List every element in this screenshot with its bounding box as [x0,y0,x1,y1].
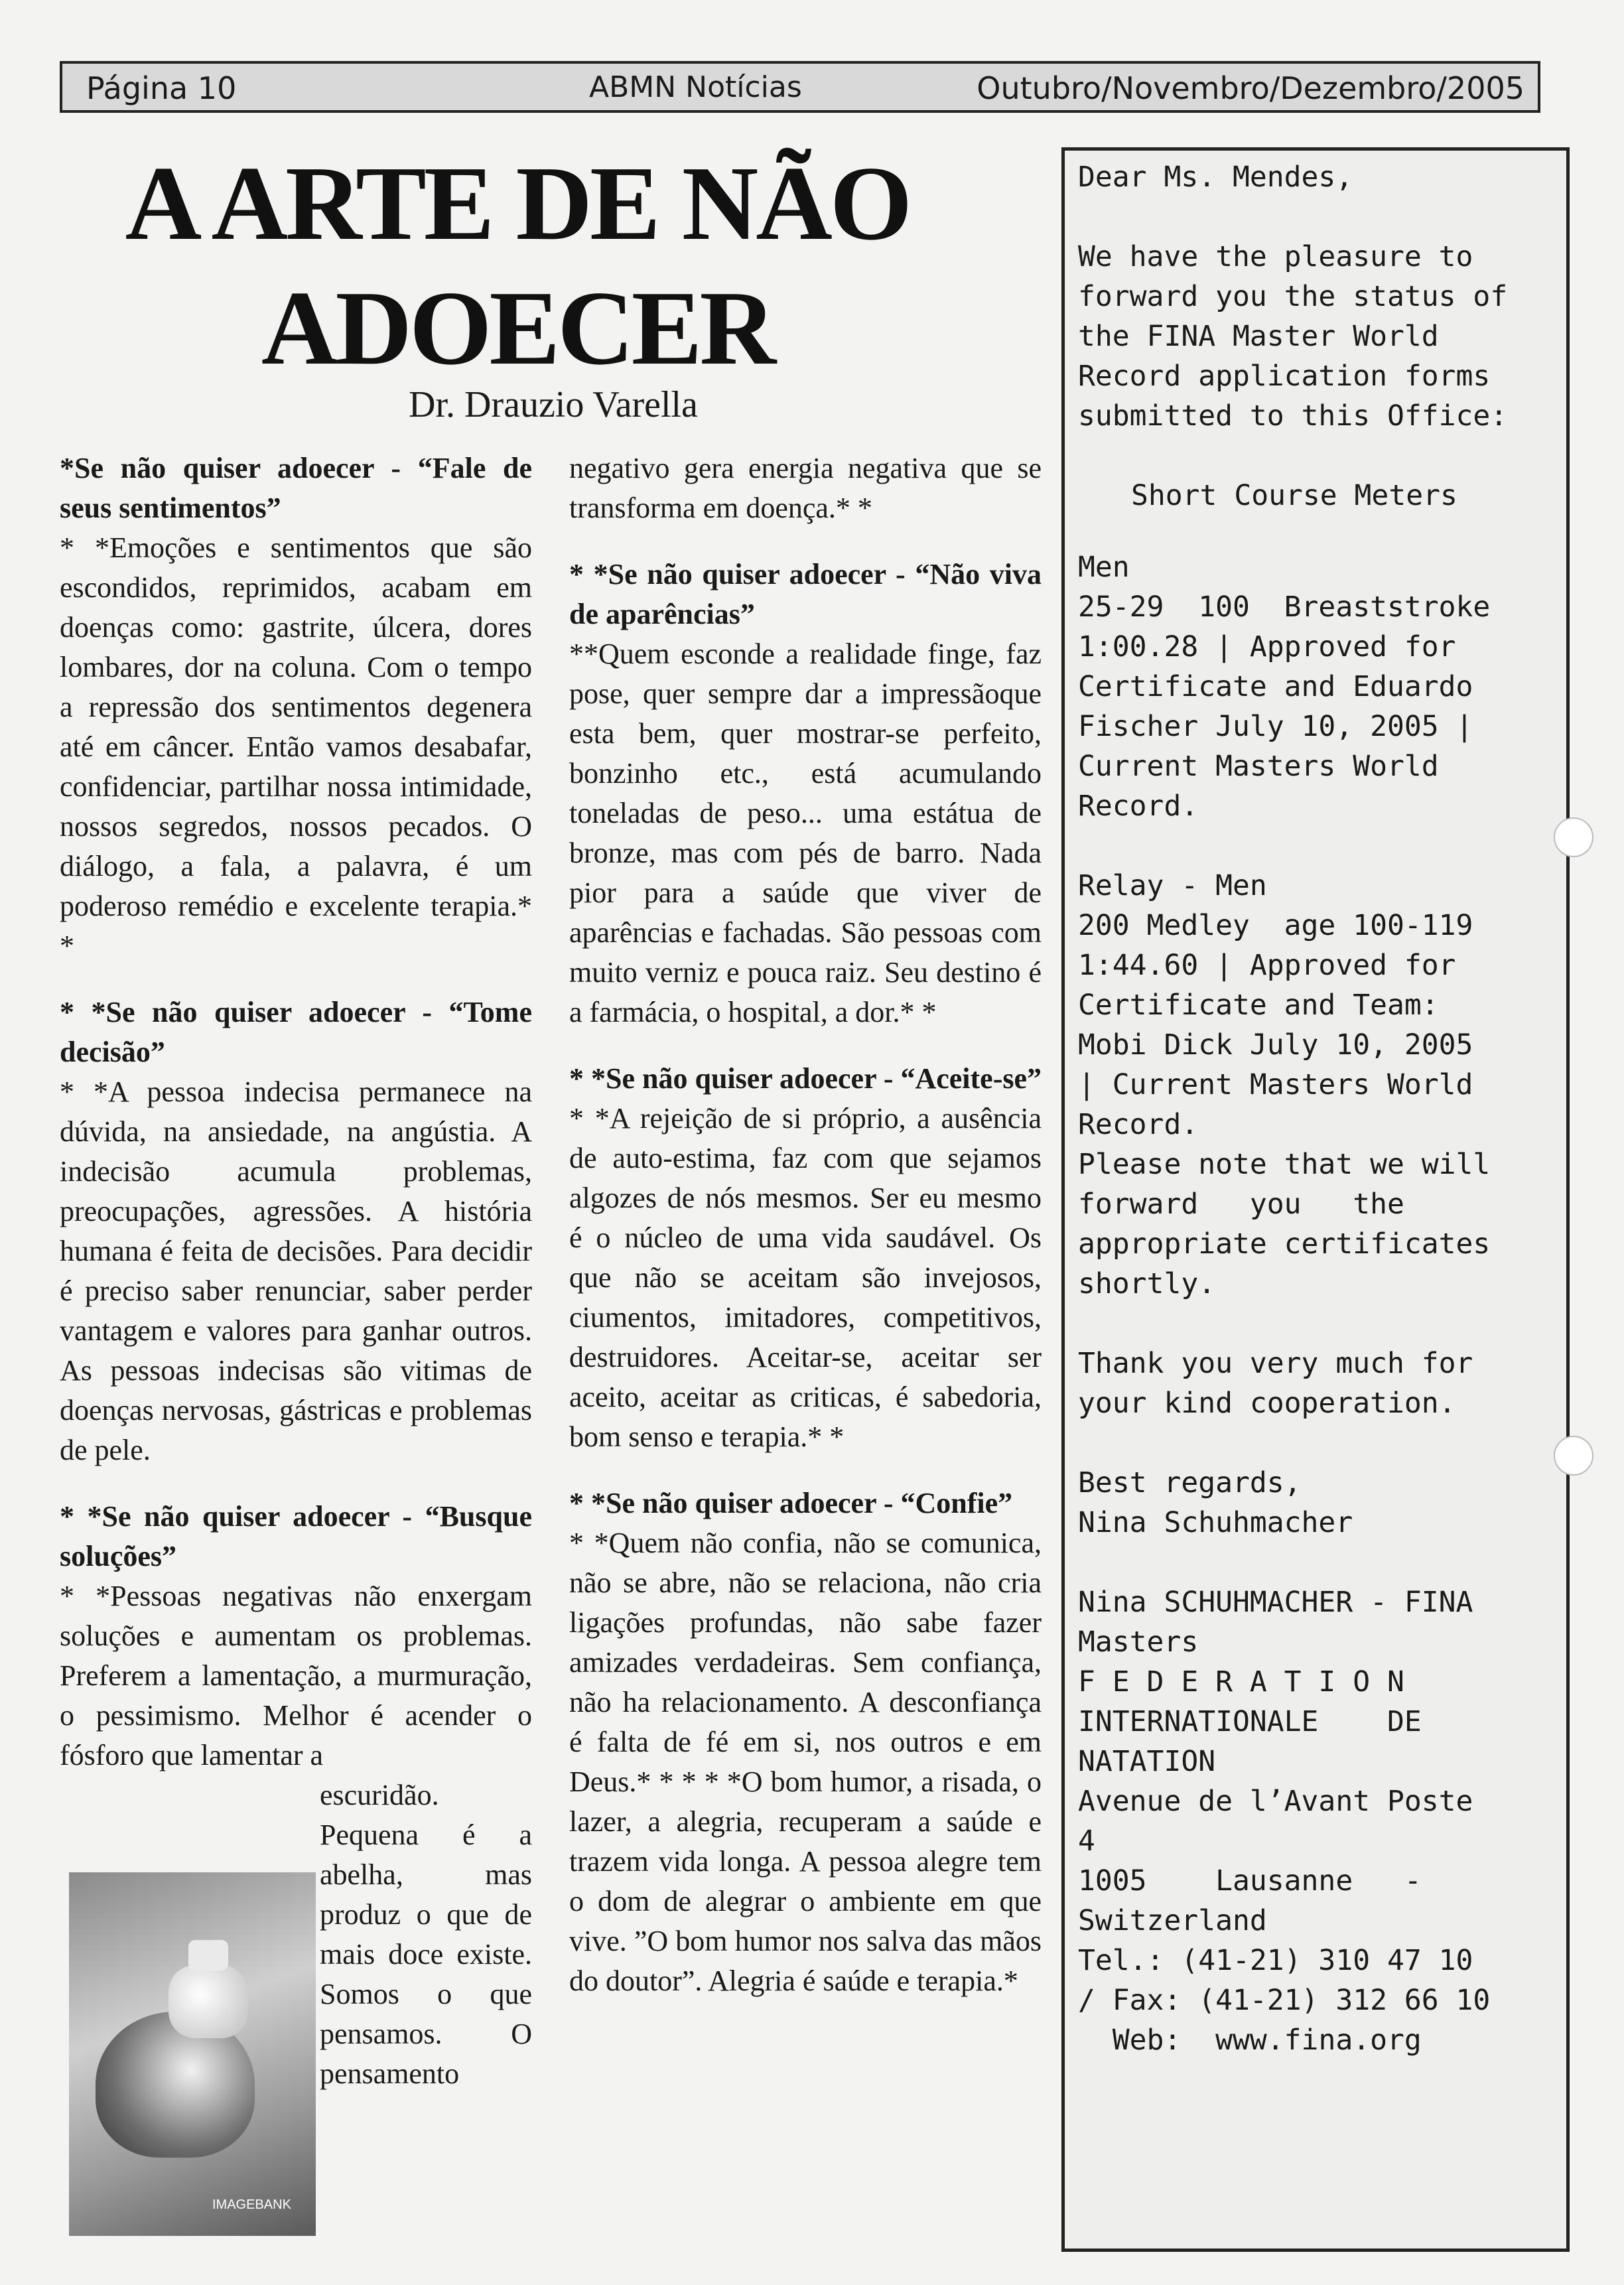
section-heading: * *Se não quiser adoecer - “Aceite-se” [569,1062,1042,1095]
article-title [100,141,935,390]
title-line-1: A ARTE DE NÃO [125,144,910,262]
title-line-2: ADOECER [261,269,774,387]
section-aparencias [569,555,1042,1032]
fina-letter-box [1061,147,1570,2252]
section-body-wrapped: escuridão. Pequena é a abelha, mas produz o que de mais doce existe. Somos o que pensamos. O pensamento [320,1779,532,2090]
ice-bag-cap [188,1940,228,1971]
photo-credit: IMAGEBANK [212,2197,291,2212]
article-column-1 [60,449,532,2094]
section-body: * *Emoções e sentimentos que são escondidos, reprimidos, acabam em doenças como: gastrite, úlcera, dores lombares, dor na coluna. Com o tempo a repressão dos sentimentos degenera até em câncer. Então vamos desabafar, confidenciar, partilhar nossa intimidade, nossos segredos, nossos pecados. O diálogo, a fala, a palavra, é um poderoso remédio e excelente terapia.* * [60,531,532,962]
section-aceite [569,1059,1042,1457]
article-author: Dr. Drauzio Varella [409,384,698,425]
letter-note: Please note that we will forward you the appropriate certificates shortly. [1078,1148,1491,1300]
section-heading: * *Se não quiser adoecer - “Busque soluções” [60,1500,532,1572]
page-number: Página 10 [86,70,237,106]
letter-body [1078,157,1554,2060]
section-fale [60,449,532,966]
ice-bag-figure [169,1965,248,2038]
section-decisao [60,993,532,1470]
issue-date: Outubro/Novembro/Dezembro/2005 [977,70,1524,106]
article-column-2 [569,449,1042,2028]
section-body: * *Quem não confia, não se comunica, não se abre, não se relaciona, não cria ligações profundas, não sabe fazer amizades verdadeiras. Sem confiança, não ha relacionamento. A desconfiança é falta de fé em si, nos outros e em Deus.* * * * *O bom humor, a risada, o lazer, a alegria, recuperam a saúde e trazem vida longa. A pessoa alegre tem o dom de alegrar o ambiente em que vive. ”O bom humor nos salva das mãos do doutor”. Alegria é saúde e terapia.* [569,1527,1042,1997]
section-body: * *A rejeição de si próprio, a ausência de auto-estima, faz com que sejamos algozes de nós mesmos. Ser eu mesmo é o núcleo de uma vida saudável. Os que não se aceitam são invejosos, ciumentos, imitadores, competitivos, destruidores. Aceitar-se, aceitar ser aceito, aceitar as criticas, é sabedoria, bom senso e terapia.* * [569,1102,1042,1453]
section-body: * *A pessoa indecisa permanece na dúvida, na ansiedade, na angústia. A indecisão acumula problemas, preocupações, agressões. A história humana é feita de decisões. Para decidir é preciso saber renunciar, saber perder vantagem e valores para ganhar outros. As pessoas indecisas são vitimas de doenças nervosas, gástricas e problemas de pele. [60,1075,532,1466]
letter-closing: Best regards, Nina Schuhmacher [1078,1466,1353,1539]
letter-thanks: Thank you very much for your kind cooperation. [1078,1347,1473,1420]
section-solucoes [60,1497,532,1775]
publication-name: ABMN Notícias [589,70,802,104]
letter-course: Short Course Meters [1131,479,1457,512]
punch-hole [1554,817,1593,857]
section-heading: * *Se não quiser adoecer - “Tome decisão” [60,996,532,1068]
section-body: * *Pessoas negativas não enxergam soluções e aumentam os problemas. Preferem a lamentação, a murmuração, o pessimismo. Melhor é acender o fósforo que lamentar a [60,1580,532,1771]
letter-intro: We have the pleasure to forward you the status of the FINA Master World Record application forms submitted to this Office: [1078,240,1525,433]
section-body: **Quem esconde a realidade finge, faz pose, quer sempre dar a impressãoque esta bem, quer mostrar-se perfeito, bonzinho etc., está acumulando toneladas de peso... uma estátua de bronze, mas com pés de barro. Nada pior para a saúde que viver de aparências e fachadas. São pessoas com muito verniz e pouca raiz. Seu destino é a farmácia, o hospital, a dor.* * [569,638,1042,1028]
section-continuation: negativo gera energia negativa que se transforma em doença.* * [569,452,1042,524]
section-confie [569,1484,1042,2001]
letter-record-2: Relay - Men 200 Medley age 100-119 1:44.60 | Approved for Certificate and Team: Mobi Dick July 10, 2005 | Current Masters World Record. [1078,869,1473,1141]
dog-photo [69,1872,316,2236]
letter-signature: Nina SCHUHMACHER - FINA Masters F E D E R A T I O N INTERNATIONALE DE NATATION Avenue de l’Avant Poste 4 1005 Lausanne - Switzerland Tel.: (41-21) 310 47 10 / Fax: (41-21) 312 66 10 Web: www.fina.org [1078,1586,1491,2057]
page-header [60,61,1540,113]
letter-record-1: Men 25-29 100 Breaststroke 1:00.28 | Approved for Certificate and Eduardo Fischer July 10, 2005 | Current Masters World Record. [1078,551,1491,823]
punch-hole [1554,1436,1593,1476]
section-heading: * *Se não quiser adoecer - “Confie” [569,1487,1013,1519]
section-heading: * *Se não quiser adoecer - “Não viva de aparências” [569,558,1042,630]
section-heading: *Se não quiser adoecer - “Fale de seus sentimentos” [60,452,532,524]
letter-salutation: Dear Ms. Mendes, [1078,161,1353,194]
